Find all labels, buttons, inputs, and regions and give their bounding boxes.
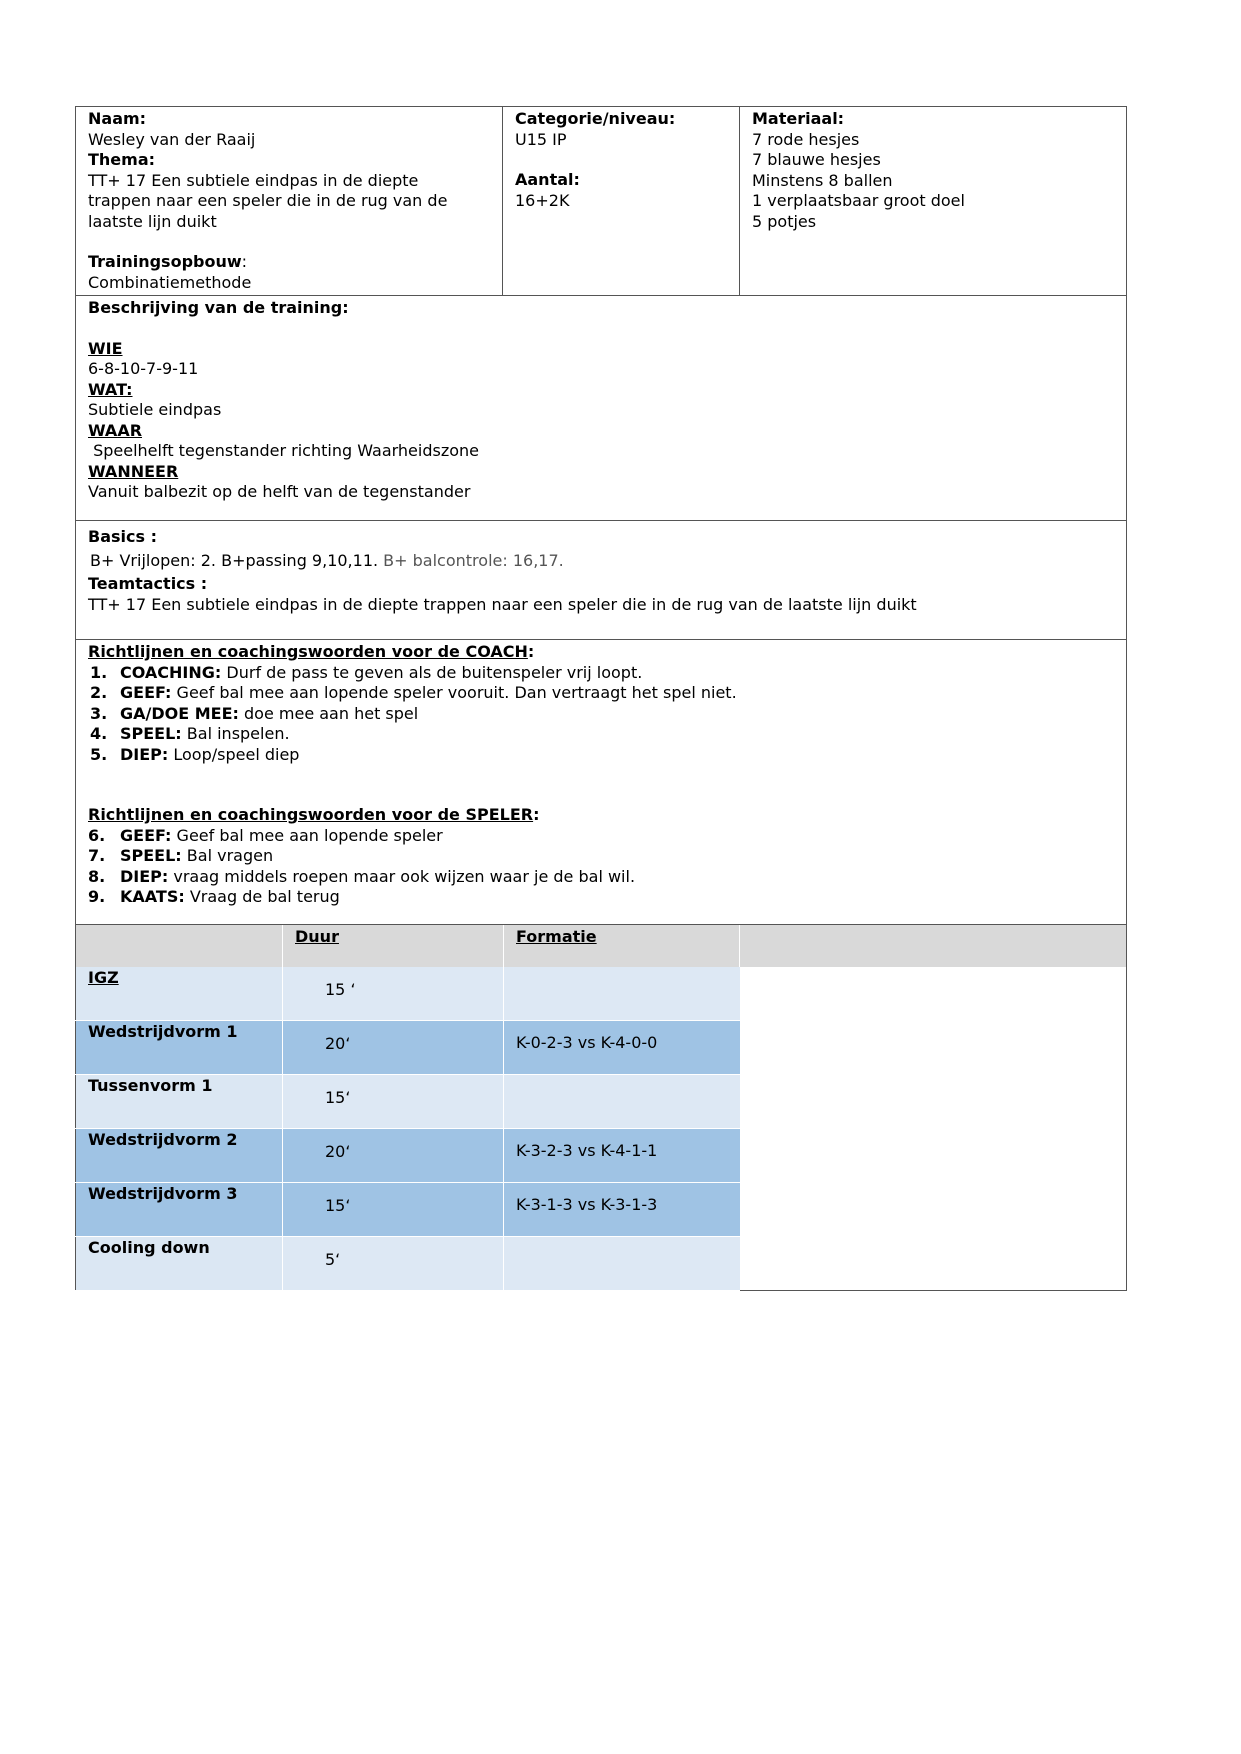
schedule-header-row xyxy=(76,925,1127,967)
coach-item: 4. SPEEL: Bal inspelen. xyxy=(90,724,290,743)
materiaal-item: 5 potjes xyxy=(752,211,817,231)
beschrijving-title: Beschrijving van de training: xyxy=(88,298,349,317)
teamtactics-label: Teamtactics : xyxy=(88,574,208,593)
coach-title: Richtlijnen en coachingswoorden voor de COACH xyxy=(88,642,528,661)
wie-value: 6-8-10-7-9-11 xyxy=(88,359,199,378)
materiaal-item: 1 verplaatsbaar groot doel xyxy=(752,191,965,210)
wanneer-value: Vanuit balbezit op de helft van de tegenstander xyxy=(88,482,471,501)
wanneer-label: WANNEER xyxy=(88,461,179,481)
materiaal-label: Materiaal: xyxy=(752,109,845,128)
coach-item: 1. COACHING: Durf de pass te geven als de buitenspeler vrij loopt. xyxy=(90,662,643,682)
categorie-value: U15 IP xyxy=(515,129,567,149)
col-formatie-header: Formatie xyxy=(516,927,597,946)
waar-label: WAAR xyxy=(88,420,143,440)
row-formatie xyxy=(504,967,740,1021)
speler-title: Richtlijnen en coachingswoorden voor de SPELER xyxy=(88,805,534,824)
basics-line: B+ Vrijlopen: 2. B+passing 9,10,11. xyxy=(90,550,384,570)
materiaal-item: Minstens 8 ballen xyxy=(752,170,893,190)
row-duur: 20‘ xyxy=(283,1021,504,1075)
speler-item: 9. KAATS: Vraag de bal terug xyxy=(88,887,340,906)
row-name: Wedstrijdvorm 3 xyxy=(76,1183,283,1237)
row-duur: 15‘ xyxy=(283,1183,504,1237)
waar-value: Speelhelft tegenstander richting Waarheidszone xyxy=(88,441,480,460)
row-duur: 15 ‘ xyxy=(283,967,504,1021)
row-name: Cooling down xyxy=(76,1237,283,1291)
opbouw-value: Combinatiemethode xyxy=(88,272,252,292)
row-formatie xyxy=(504,1075,740,1129)
col-duur-header: Duur xyxy=(295,927,339,946)
speler-item: 8. DIEP: vraag middels roepen maar ook wijzen waar je de bal wil. xyxy=(88,866,636,886)
opbouw-label: Trainingsopbouw xyxy=(88,252,242,271)
aantal-label: Aantal: xyxy=(515,170,580,189)
basics-label: Basics : xyxy=(88,527,157,546)
thema-line: TT+ 17 Een subtiele eindpas in de diepte xyxy=(88,170,419,190)
header-table xyxy=(75,106,1127,925)
thema-label: Thema: xyxy=(88,150,156,169)
categorie-cell xyxy=(503,107,740,296)
materiaal-item: 7 blauwe hesjes xyxy=(752,150,881,169)
materiaal-cell xyxy=(740,107,1127,296)
beschrijving-cell xyxy=(76,296,1127,521)
speler-item: 7. SPEEL: Bal vragen xyxy=(88,846,274,865)
opbouw-colon: : xyxy=(241,252,248,271)
row-duur: 15‘ xyxy=(283,1075,504,1129)
naam-value: Wesley van der Raaij xyxy=(88,129,256,149)
coach-item: 3. GA/DOE MEE: doe mee aan het spel xyxy=(90,703,419,723)
basics-balcontrole: B+ balcontrole: 16,17. xyxy=(383,550,564,570)
speler-colon: : xyxy=(533,805,540,824)
categorie-label: Categorie/niveau: xyxy=(515,109,676,128)
row-formatie: K-0-2-3 vs K-4-0-0 xyxy=(504,1021,740,1075)
row-name: Tussenvorm 1 xyxy=(76,1075,283,1129)
richtlijnen-cell xyxy=(76,640,1127,925)
row-formatie: K-3-1-3 vs K-3-1-3 xyxy=(504,1183,740,1237)
schedule-table xyxy=(75,925,1127,1291)
speler-item: 6. GEEF: Geef bal mee aan lopende speler xyxy=(88,825,443,845)
naam-label: Naam: xyxy=(88,109,147,128)
naam-cell xyxy=(76,107,503,296)
table-row xyxy=(76,967,1127,1021)
coach-item: 2. GEEF: Geef bal mee aan lopende speler vooruit. Dan vertraagt het spel niet. xyxy=(90,683,737,702)
coach-item: 5. DIEP: Loop/speel diep xyxy=(90,744,300,764)
teamtactics-value: TT+ 17 Een subtiele eindpas in de diepte trappen naar een speler die in de rug van de laatste lijn duikt xyxy=(88,594,917,614)
wat-value: Subtiele eindpas xyxy=(88,400,222,419)
wie-label: WIE xyxy=(88,338,123,358)
materiaal-item: 7 rode hesjes xyxy=(752,129,860,149)
coach-colon: : xyxy=(527,642,535,661)
row-formatie xyxy=(504,1237,740,1291)
row-name: Wedstrijdvorm 2 xyxy=(76,1129,283,1183)
row-duur: 20‘ xyxy=(283,1129,504,1183)
wat-label: WAT: xyxy=(88,379,133,399)
row-formatie: K-3-2-3 vs K-4-1-1 xyxy=(504,1129,740,1183)
aantal-value: 16+2K xyxy=(515,190,570,210)
basics-cell xyxy=(76,521,1127,640)
thema-line: laatste lijn duikt xyxy=(88,211,217,231)
row-duur: 5‘ xyxy=(283,1237,504,1291)
training-document xyxy=(75,106,1126,1291)
row-name: IGZ xyxy=(88,968,119,987)
row-name: Wedstrijdvorm 1 xyxy=(76,1021,283,1075)
thema-line: trappen naar een speler die in de rug van de xyxy=(88,191,448,210)
